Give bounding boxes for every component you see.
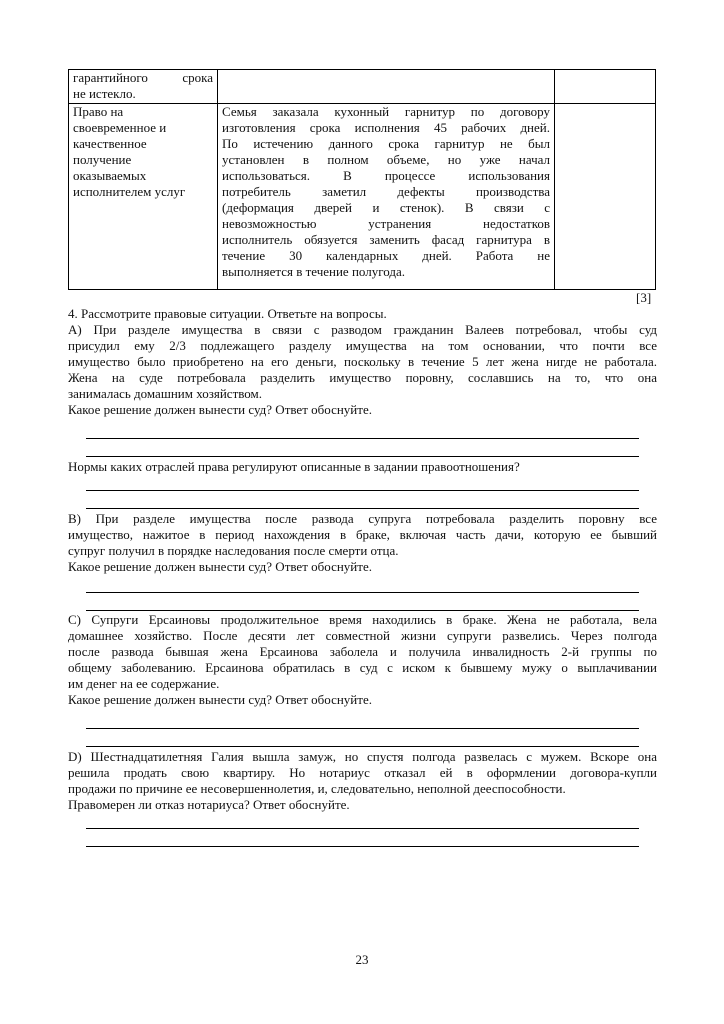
text-line: решила продать свою квартиру. Но нотариус отказал ей в оформлении договора-купли [68, 765, 657, 780]
text-line: после развода бывшая жена Ерсаинова заболела и получила инвалидность 2-й группы по [68, 644, 657, 659]
text-line: использоваться. В процессе использования [222, 168, 550, 183]
question-a: Какое решение должен вынести суд? Ответ обоснуйте. [68, 402, 372, 417]
text-line: Право на [73, 104, 124, 119]
text-line: исполнитель обязуется заменить фасад гарнитура в [222, 232, 550, 247]
text-line: установлен в полном объеме, но уже начал [222, 152, 550, 167]
page-number: 23 [355, 952, 369, 967]
text-line: По истечению данного срока гарнитур не был [222, 136, 550, 151]
text-line: А) При разделе имущества в связи с разводом гражданин Валеев потребовал, чтобы суд [68, 322, 657, 337]
text-line: получение [73, 152, 132, 167]
answer-line[interactable] [86, 846, 639, 847]
text-line: им денег на ее содержание. [68, 676, 220, 691]
answer-line[interactable] [86, 728, 639, 729]
text-line: В) При разделе имущества после развода супруга потребовала разделить поровну все [68, 511, 657, 526]
rights-table [68, 69, 656, 290]
text-line: D) Шестнадцатилетняя Галия вышла замуж, но спустя полгода развелась с мужем. Вскоре она [68, 749, 657, 764]
table-cell-right [69, 70, 218, 104]
situation-c [68, 612, 657, 708]
table-cell-situation [218, 70, 555, 104]
table-row [69, 104, 656, 290]
text-line: домашнее хозяйство. После десяти лет совместной жизни супруги развелись. Через полгода [68, 628, 657, 643]
text-line: имущество, нажитое в период нахождения в браке, включая часть дачи, которую ее бывший [68, 527, 657, 542]
answer-line[interactable] [86, 490, 639, 491]
text-line: Семья заказала кухонный гарнитур по договору [222, 104, 550, 119]
task-heading: 4. Рассмотрите правовые ситуации. Ответьте на вопросы. [68, 306, 387, 321]
situation-d [68, 749, 657, 813]
text-line: качественное [73, 136, 147, 151]
text-line: изготовления срока исполнения 45 рабочих дней. [222, 120, 550, 135]
table-cell-situation [218, 104, 555, 290]
table-cell-answer [555, 104, 656, 290]
text-line: общему заболеванию. Ерсаинова обратилась в суд с иском к бывшему мужу о выплачивании [68, 660, 657, 675]
question-c: Какое решение должен вынести суд? Ответ обоснуйте. [68, 692, 372, 707]
score-mark: [3] [636, 290, 652, 305]
text-line: исполнителем услуг [73, 184, 186, 199]
answer-line[interactable] [86, 828, 639, 829]
text-line: присудил ему 2/3 подлежащего разделу имущества на том основании, что почти все [68, 338, 657, 353]
text-line: имущество было приобретено на его деньги, поскольку в течение 5 лет жена нигде не работала. [68, 354, 657, 369]
text-line: Жена на суде потребовала разделить имущество поровну, сославшись на то, что она [68, 370, 657, 385]
text-line: занималась домашним хозяйством. [68, 386, 263, 401]
text-line: невозможностью устранения недостатков [222, 216, 550, 231]
question-d: Правомерен ли отказ нотариуса? Ответ обоснуйте. [68, 797, 350, 812]
text-line: своевременное и [73, 120, 167, 135]
answer-line[interactable] [86, 438, 639, 439]
question-norms: Нормы каких отраслей права регулируют описанные в задании правоотношения? [68, 459, 520, 474]
situation-b [68, 511, 657, 575]
text-line: гарантийного срока [73, 70, 213, 85]
question-b: Какое решение должен вынести суд? Ответ обоснуйте. [68, 559, 372, 574]
text-line: (деформация дверей и стенок). В связи с [222, 200, 550, 215]
text-line: выполняется в течение полугода. [222, 264, 405, 279]
answer-line[interactable] [86, 746, 639, 747]
answer-line[interactable] [86, 610, 639, 611]
table-cell-right [69, 104, 218, 290]
answer-line[interactable] [86, 508, 639, 509]
text-line: оказываемых [73, 168, 147, 183]
text-line: не истекло. [73, 86, 136, 101]
text-line: С) Супруги Ерсаиновы продолжительное время находились в браке. Жена не работала, вела [68, 612, 657, 627]
table-cell-answer [555, 70, 656, 104]
task-4-section [68, 306, 657, 418]
text-line: супруг получил в порядке наследования после смерти отца. [68, 543, 399, 558]
answer-line[interactable] [86, 592, 639, 593]
table-row [69, 70, 656, 104]
text-line: потребитель заметил дефекты производства [222, 184, 550, 199]
norms-section [68, 459, 657, 475]
answer-line[interactable] [86, 456, 639, 457]
text-line: продажи по причине ее несовершеннолетия, и, следовательно, неполной дееспособности. [68, 781, 566, 796]
text-line: течение 30 календарных дней. Работа не [222, 248, 550, 263]
